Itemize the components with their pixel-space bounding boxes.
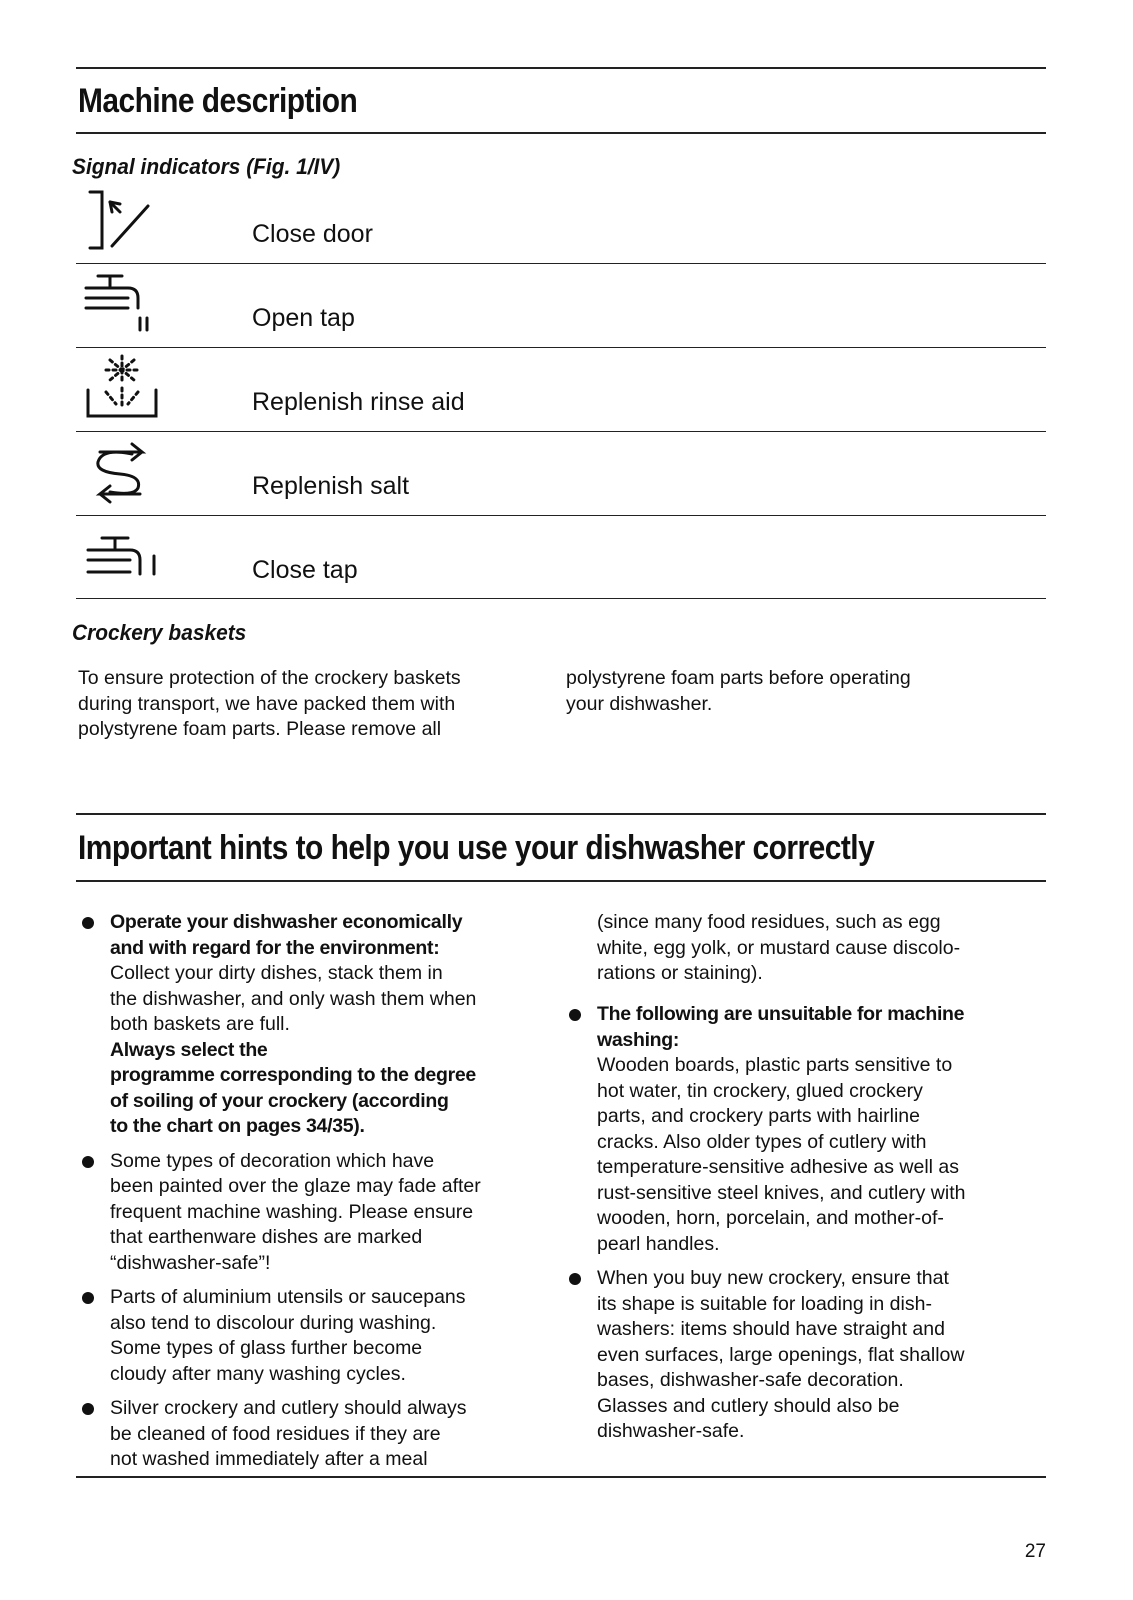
bullet-icon xyxy=(82,1156,94,1168)
signal-divider xyxy=(76,347,1046,348)
rinse-aid-icon xyxy=(84,352,160,422)
list-item-lead: Operate your dishwasher economically and with regard for the environment: xyxy=(110,911,463,959)
list-item-text: Wooden boards, plastic parts sensitive to hot water, tin crockery, glued crockery parts, and crockery parts with hairline cracks. Also older types of cutlery with temperature-sensitive adhesive as well as rust-sensitive steel knives, and cutlery with wooden, horn, porcelain, and mother-of- pearl handles. xyxy=(597,1054,966,1255)
signal-divider xyxy=(76,263,1046,264)
bullet-icon xyxy=(82,917,94,929)
close-door-icon xyxy=(84,186,160,256)
hints-list-right xyxy=(563,1002,1043,1454)
crockery-paragraph-col2: polystyrene foam parts before operating your dishwasher. xyxy=(566,667,911,715)
hints-list-left xyxy=(76,910,546,1482)
section-title-machine-description: Machine description xyxy=(78,82,358,120)
list-item-text: Some types of decoration which have been painted over the glaze may fade after frequent machine washing. Please ensure that earthenware dishes are marked “dishwasher-safe”! xyxy=(110,1149,481,1274)
list-item-bold-tail: Always select the programme corresponding to the degree of soiling of your crockery (according to the chart on pages 34/35). xyxy=(110,1038,476,1137)
section-title-important-hints: Important hints to help you use your dishwasher correctly xyxy=(78,829,875,867)
list-item-text: Collect your dirty dishes, stack them in the dishwasher, and only wash them when both baskets are full. xyxy=(110,962,477,1035)
title-underline xyxy=(76,132,1046,134)
list-item xyxy=(563,1266,1043,1445)
bullet-icon xyxy=(82,1292,94,1304)
crockery-baskets-heading: Crockery baskets xyxy=(72,620,247,645)
bullet-icon xyxy=(569,1273,581,1285)
list-item-text: Silver crockery and cutlery should always be cleaned of food residues if they are not washed immediately after a meal xyxy=(110,1397,467,1470)
salt-icon xyxy=(84,436,160,506)
list-item xyxy=(76,910,546,1140)
title-underline xyxy=(76,880,1046,882)
signal-divider xyxy=(76,431,1046,432)
footer-rule xyxy=(76,1476,1046,1478)
signal-indicators-heading: Signal indicators (Fig. 1/IV) xyxy=(72,154,341,179)
crockery-paragraph-col1: To ensure protection of the crockery baskets during transport, we have packed them with polystyrene foam parts. Please remove all xyxy=(78,667,461,740)
signal-divider xyxy=(76,598,1046,599)
signal-label: Close tap xyxy=(252,556,358,584)
signal-divider xyxy=(76,515,1046,516)
list-item-lead: The following are unsuitable for machine washing: xyxy=(597,1003,965,1051)
signal-label: Open tap xyxy=(252,304,355,332)
bullet-icon xyxy=(82,1403,94,1415)
open-tap-icon xyxy=(84,268,160,338)
list-item-text: Parts of aluminium utensils or saucepans also tend to discolour during washing. Some types of glass further become cloudy after many washing cycles. xyxy=(110,1286,466,1385)
list-item-text: When you buy new crockery, ensure that its shape is suitable for loading in dish- washers: items should have straight and even surfaces, large openings, flat shallow bases, dishwasher-safe decoration. Glasses and cutlery should also be dishwasher-safe. xyxy=(597,1267,965,1442)
signal-label: Replenish rinse aid xyxy=(252,388,465,416)
hints-continuation: (since many food residues, such as egg white, egg yolk, or mustard cause discolo- rations or staining). xyxy=(597,911,961,984)
list-item xyxy=(76,1149,546,1277)
signal-label: Replenish salt xyxy=(252,472,410,500)
close-tap-icon xyxy=(84,520,160,590)
list-item xyxy=(76,1285,546,1387)
list-item xyxy=(563,1002,1043,1257)
list-item xyxy=(76,1396,546,1473)
top-rule xyxy=(76,67,1046,69)
bullet-icon xyxy=(569,1009,581,1021)
signal-label: Close door xyxy=(252,220,373,248)
section-rule xyxy=(76,813,1046,815)
page-number: 27 xyxy=(1024,1541,1046,1562)
